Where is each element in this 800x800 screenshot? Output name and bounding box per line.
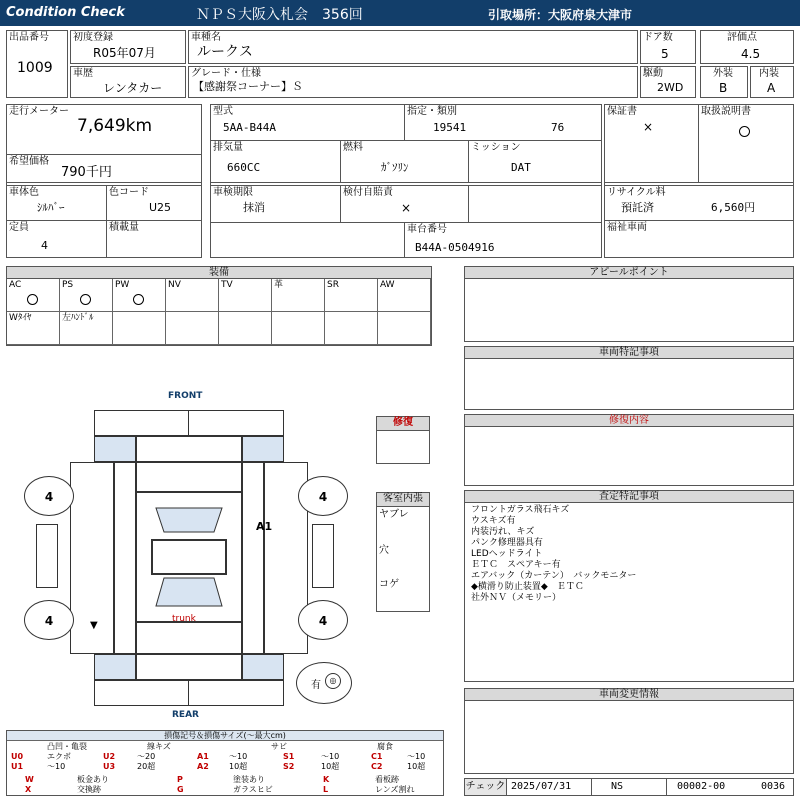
inspection-notes-box bbox=[464, 490, 794, 682]
grade: 【感謝祭コーナー】Ｓ bbox=[193, 80, 303, 93]
inspector-code: NS bbox=[611, 781, 624, 792]
trunk-label: trunk bbox=[172, 614, 196, 624]
legend-extra-code: W bbox=[25, 775, 34, 784]
equipment-cell bbox=[272, 312, 325, 345]
equipment-cell bbox=[219, 312, 272, 345]
legend-extra-code: G bbox=[177, 785, 184, 794]
recycle-label: リサイクル料 bbox=[607, 187, 666, 198]
hood bbox=[136, 462, 242, 492]
insurance-label: 検付自賠責 bbox=[343, 187, 393, 198]
doors-box bbox=[640, 30, 696, 64]
equipment-cell bbox=[219, 279, 272, 312]
warranty-label: 保証書 bbox=[607, 106, 637, 117]
legend-size: ～10 bbox=[47, 762, 66, 771]
load-label: 積載量 bbox=[109, 222, 139, 233]
car-name: ルークス bbox=[197, 44, 253, 60]
auction-title: ＮＰＳ大阪入札会 356回 bbox=[196, 7, 363, 23]
equipment-cell bbox=[113, 279, 166, 312]
repair-title: 修復 bbox=[377, 417, 429, 431]
history-label: 車歴 bbox=[73, 68, 93, 79]
inspection-note-line: ウスキズ有 bbox=[471, 516, 516, 526]
legend-category: 腐食 bbox=[377, 742, 393, 751]
check-date: 2025/07/31 bbox=[511, 781, 572, 792]
color-code-cell bbox=[107, 185, 201, 221]
damage-mark-icon: ▼ bbox=[90, 620, 98, 631]
score: 4.5 bbox=[741, 47, 761, 61]
equipment-box bbox=[6, 266, 432, 346]
tire-front-right: 4 bbox=[298, 476, 348, 516]
interior-box bbox=[750, 66, 794, 98]
history: レンタカー bbox=[103, 81, 163, 95]
doors: 5 bbox=[661, 47, 669, 61]
manual-circle-icon bbox=[739, 122, 750, 141]
exterior-label: 外装 bbox=[713, 68, 733, 79]
left-info-box bbox=[6, 104, 202, 258]
front-left-fender bbox=[94, 436, 136, 462]
equipment-cell bbox=[7, 279, 60, 312]
equipment-cell bbox=[325, 279, 378, 312]
color-code: U25 bbox=[149, 201, 172, 214]
legend-extra-label: レンズ割れ bbox=[375, 785, 415, 794]
footer-code-1: 00002-00 bbox=[677, 781, 726, 792]
inspection-cell bbox=[211, 185, 341, 223]
legend-extra-code: L bbox=[323, 785, 329, 794]
legend-extra-label: 塗装あり bbox=[233, 775, 265, 784]
equipment-title: 装備 bbox=[7, 267, 431, 279]
equipment-label: PW bbox=[115, 280, 130, 290]
equipped-circle-icon bbox=[27, 294, 38, 305]
first-registration-box bbox=[70, 30, 186, 64]
desired-price: 790千円 bbox=[61, 165, 112, 180]
score-label: 評価点 bbox=[727, 32, 757, 43]
capacity: 4 bbox=[41, 239, 48, 252]
type-label: 指定・類別 bbox=[407, 106, 457, 117]
roof bbox=[152, 540, 226, 574]
color-label: 車体色 bbox=[9, 187, 39, 198]
legend-size: ～10 bbox=[229, 752, 248, 761]
exterior-box bbox=[700, 66, 748, 98]
mileage: 7,649km bbox=[77, 116, 153, 136]
chassis-label: 車台番号 bbox=[407, 224, 447, 235]
equipment-label: AC bbox=[9, 280, 22, 290]
model-cell bbox=[211, 105, 405, 141]
repair-box bbox=[376, 416, 430, 464]
legend-category: サビ bbox=[271, 742, 287, 751]
mission: DAT bbox=[511, 161, 531, 174]
interior: A bbox=[767, 81, 776, 95]
equipment-cell bbox=[272, 279, 325, 312]
inspection-note-line: ＥＴＣ スペアキー有 bbox=[471, 560, 561, 570]
inspection-note-line: 内装汚れ、キズ bbox=[471, 527, 535, 537]
rear-panel bbox=[136, 654, 242, 680]
check-label: チェック bbox=[465, 779, 507, 795]
grade-label: グレード・仕様 bbox=[191, 68, 261, 79]
warranty: × bbox=[643, 120, 654, 134]
repair-detail-title: 修復内容 bbox=[465, 415, 793, 427]
chassis-cell bbox=[405, 223, 601, 257]
drive-label: 駆動 bbox=[643, 68, 663, 79]
right-info-box bbox=[604, 104, 794, 258]
manual-cell bbox=[699, 105, 793, 183]
history-box bbox=[70, 66, 186, 98]
pickup-location: 引取場所：大阪府泉大津市 bbox=[488, 8, 633, 22]
inspection-notes-list bbox=[471, 505, 636, 604]
first-registration: R05年07月 bbox=[93, 46, 156, 60]
legend-code: S1 bbox=[283, 752, 295, 761]
blank-cell-2 bbox=[211, 223, 405, 257]
equipment-cell bbox=[166, 279, 219, 312]
legend-size: ～20 bbox=[137, 752, 156, 761]
legend-size: エクボ bbox=[47, 752, 71, 761]
footer-code-2: 0036 bbox=[761, 781, 786, 792]
car-name-box bbox=[188, 30, 638, 64]
equipment-cell bbox=[113, 312, 166, 345]
change-info-box bbox=[464, 688, 794, 774]
capacity-label: 定員 bbox=[9, 222, 29, 233]
right-door-area bbox=[242, 462, 264, 654]
spare-tire bbox=[296, 662, 352, 704]
chassis-number: B44A-0504916 bbox=[415, 241, 495, 254]
legend-extra-label: 看板跡 bbox=[375, 775, 399, 784]
left-mirror bbox=[36, 524, 58, 588]
displacement-label: 排気量 bbox=[213, 142, 243, 153]
special-notes-box bbox=[464, 346, 794, 410]
equipped-circle-icon bbox=[133, 294, 144, 305]
desired-price-cell bbox=[7, 155, 201, 183]
legend-code: U2 bbox=[103, 752, 116, 761]
mission-label: ミッション bbox=[471, 142, 521, 153]
equipment-label: Wﾀｲﾔ bbox=[9, 313, 32, 323]
legend-code: C1 bbox=[371, 752, 383, 761]
model-label: 型式 bbox=[213, 106, 233, 117]
warranty-cell bbox=[605, 105, 699, 183]
legend-code: S2 bbox=[283, 762, 295, 771]
condition-check-title: Condition Check bbox=[6, 5, 125, 20]
equipment-cell bbox=[166, 312, 219, 345]
type-a: 19541 bbox=[433, 121, 467, 134]
inspection-note-line: フロントガラス飛石キズ bbox=[471, 505, 570, 515]
insurance: × bbox=[401, 201, 412, 215]
legend-code: C2 bbox=[371, 762, 383, 771]
legend-size: ～10 bbox=[321, 752, 340, 761]
rear-bumper-divider bbox=[188, 680, 189, 706]
fuel: ｶﾞｿﾘﾝ bbox=[381, 161, 409, 174]
displacement-cell bbox=[211, 141, 341, 183]
hood-front bbox=[136, 436, 242, 462]
insurance-cell bbox=[341, 185, 469, 223]
change-info-title: 車両変更情報 bbox=[465, 689, 793, 701]
desired-price-label: 希望価格 bbox=[9, 156, 49, 167]
lot-number-box bbox=[6, 30, 68, 98]
tire-rear-left: 4 bbox=[24, 600, 74, 640]
equipment-cell bbox=[60, 279, 113, 312]
inspection-notes-title: 査定特記事項 bbox=[465, 491, 793, 503]
load-cell bbox=[107, 221, 201, 257]
right-mirror bbox=[312, 524, 334, 588]
exterior: B bbox=[719, 81, 728, 95]
drive: 2WD bbox=[657, 81, 684, 94]
mileage-label: 走行メーター bbox=[9, 106, 69, 117]
equipment-cell bbox=[378, 312, 431, 345]
score-box bbox=[700, 30, 794, 64]
equipped-circle-icon bbox=[80, 294, 91, 305]
equipment-label: 革 bbox=[274, 280, 284, 290]
legend-title: 損傷記号＆損傷サイズ(～最大cm) bbox=[7, 731, 443, 741]
special-notes-title: 車両特記事項 bbox=[465, 347, 793, 359]
legend-size: 10超 bbox=[321, 762, 340, 771]
recycle-cell bbox=[605, 185, 793, 221]
type-b: 76 bbox=[551, 121, 565, 134]
rear-label: REAR bbox=[172, 710, 199, 720]
appeal-title: アピールポイント bbox=[465, 267, 793, 279]
interior-state-title: 客室内張 bbox=[377, 493, 429, 507]
front-bumper bbox=[94, 410, 284, 436]
equipment-cell bbox=[325, 312, 378, 345]
rear-bumper bbox=[94, 680, 284, 706]
legend-extra-code: K bbox=[323, 775, 330, 784]
interior-state-burn: コゲ bbox=[379, 579, 399, 590]
footer-bar bbox=[464, 778, 794, 796]
lot-number: 1009 bbox=[17, 60, 53, 76]
welfare-label: 福祉車両 bbox=[607, 222, 647, 233]
recycle-status: 預託済 bbox=[621, 201, 654, 214]
equipment-label: TV bbox=[221, 280, 233, 290]
inspection-note-line: 社外ＮＶ（メモリー） bbox=[471, 593, 562, 603]
repair-detail-box bbox=[464, 414, 794, 486]
model: 5AA-B44A bbox=[223, 121, 276, 134]
inspection-note-line: LEDヘッドライト bbox=[471, 549, 543, 559]
blank-cell bbox=[469, 185, 601, 223]
legend-extra-label: ガラスヒビ bbox=[233, 785, 273, 794]
inspection-note-line: パンク修理器具有 bbox=[471, 538, 543, 548]
tire-rear-right: 4 bbox=[298, 600, 348, 640]
legend-category: 凸凹・亀裂 bbox=[47, 742, 87, 751]
spare-tire-label: 有 bbox=[311, 680, 321, 691]
welfare-cell bbox=[605, 221, 793, 257]
fuel-label: 燃料 bbox=[343, 142, 363, 153]
interior-state-tear: ヤブレ bbox=[379, 509, 409, 520]
inspection-note-line: ◆横滑り防止装置◆ ＥＴＣ bbox=[471, 582, 584, 592]
car-name-label: 車種名 bbox=[191, 32, 221, 43]
interior-state-hole: 穴 bbox=[379, 545, 389, 556]
color-cell bbox=[7, 185, 107, 221]
first-registration-label: 初度登録 bbox=[73, 32, 113, 43]
recycle-amount: 6,560円 bbox=[711, 201, 756, 214]
interior-state-box bbox=[376, 492, 430, 612]
rear-window bbox=[156, 578, 222, 606]
rear-left-fender bbox=[94, 654, 136, 680]
inspection-label: 車検期限 bbox=[213, 187, 253, 198]
appeal-box bbox=[464, 266, 794, 342]
equipment-label: PS bbox=[62, 280, 74, 290]
doors-label: ドア数 bbox=[643, 32, 673, 43]
front-bumper-divider bbox=[188, 410, 189, 436]
legend-code: A2 bbox=[197, 762, 209, 771]
equipment-label: 左ﾊﾝﾄﾞﾙ bbox=[62, 313, 94, 323]
legend-size: 10超 bbox=[407, 762, 426, 771]
manual-label: 取扱説明書 bbox=[701, 106, 751, 117]
middle-info-box bbox=[210, 104, 602, 258]
interior-label: 内装 bbox=[759, 68, 779, 79]
mileage-cell bbox=[7, 105, 201, 155]
lot-number-label: 出品番号 bbox=[9, 32, 49, 43]
equipment-label: AW bbox=[380, 280, 395, 290]
equipment-cell bbox=[60, 312, 113, 345]
left-door-area bbox=[114, 462, 136, 654]
legend-code: U0 bbox=[11, 752, 24, 761]
grade-box bbox=[188, 66, 638, 98]
equipment-label: SR bbox=[327, 280, 339, 290]
spare-tire-icon: ◎ bbox=[325, 673, 341, 689]
windshield-roof-svg bbox=[136, 492, 242, 622]
legend-size: ～10 bbox=[407, 752, 426, 761]
drive-box bbox=[640, 66, 696, 98]
tire-front-left: 4 bbox=[24, 476, 74, 516]
displacement: 660CC bbox=[227, 161, 261, 174]
equipment-cell bbox=[7, 312, 60, 345]
equipment-label: NV bbox=[168, 280, 181, 290]
fuel-cell bbox=[341, 141, 469, 183]
legend-category: 線キズ bbox=[147, 742, 171, 751]
legend-extra-label: 板金あり bbox=[77, 775, 109, 784]
inspection: 抹消 bbox=[243, 201, 265, 214]
windshield bbox=[156, 508, 222, 532]
legend-extra-code: X bbox=[25, 785, 32, 794]
trunk-area bbox=[136, 622, 242, 654]
header-bar bbox=[0, 0, 800, 26]
legend-extra-label: 交換跡 bbox=[77, 785, 101, 794]
type-cell bbox=[405, 105, 601, 141]
body-color: ｼﾙﾊﾞｰ bbox=[37, 201, 65, 214]
damage-legend bbox=[6, 730, 444, 796]
front-label: FRONT bbox=[168, 391, 203, 401]
capacity-cell bbox=[7, 221, 107, 257]
legend-size: 10超 bbox=[229, 762, 248, 771]
legend-size: 20超 bbox=[137, 762, 156, 771]
inspection-note-line: エアバック（カーテン） バックモニター bbox=[471, 571, 637, 581]
legend-code: U1 bbox=[11, 762, 24, 771]
equipment-cell bbox=[378, 279, 431, 312]
mission-cell bbox=[469, 141, 601, 183]
legend-code: U3 bbox=[103, 762, 116, 771]
color-code-label: 色コード bbox=[109, 187, 149, 198]
damage-code-a1: A1 bbox=[256, 520, 273, 533]
legend-extra-code: P bbox=[177, 775, 183, 784]
front-right-fender bbox=[242, 436, 284, 462]
legend-code: A1 bbox=[197, 752, 209, 761]
rear-right-fender bbox=[242, 654, 284, 680]
